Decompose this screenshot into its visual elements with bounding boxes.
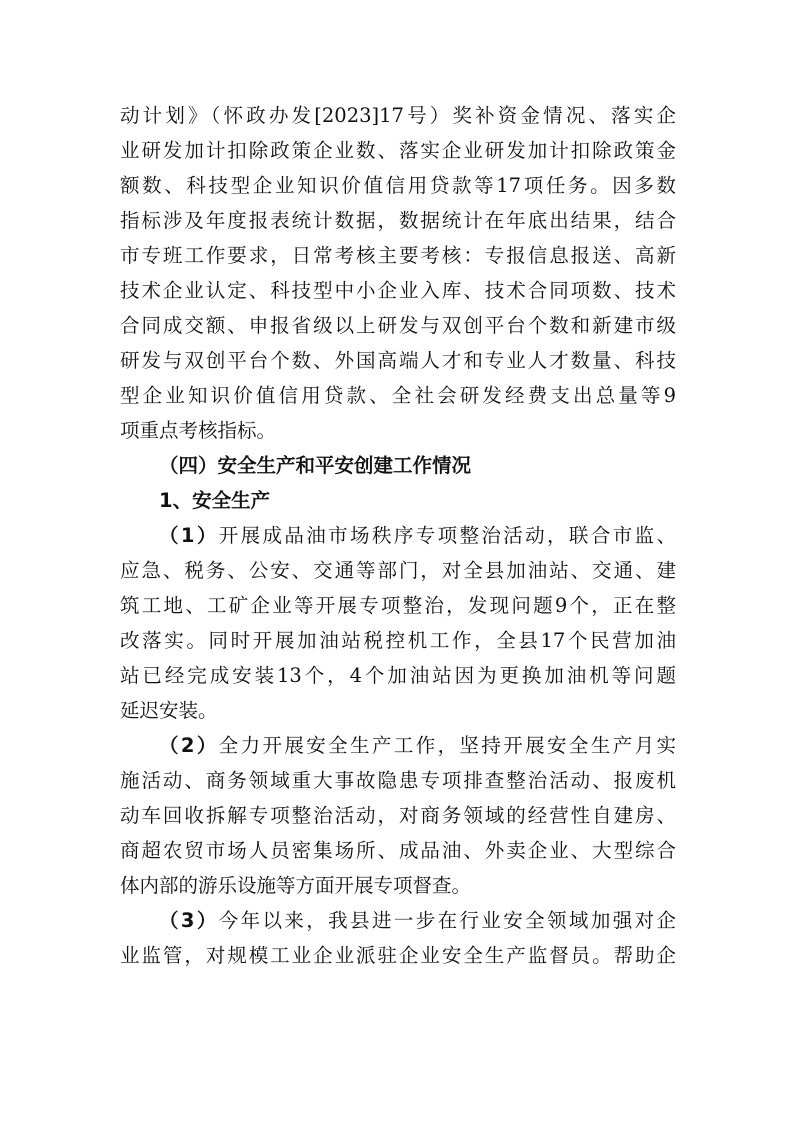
body-line: 动计划》（怀政办发[2023]17号）奖补资金情况、落实企 bbox=[120, 104, 676, 127]
body-line: 型企业知识价值信用贷款、全社会研发经费支出总量等9 bbox=[120, 384, 676, 407]
item-2-label: （2） bbox=[159, 734, 219, 757]
body-line: 市专班工作要求，日常考核主要考核：专报信息报送、高新 bbox=[120, 244, 676, 267]
body-line: 体内部的游乐设施等方面开展专项督查。 bbox=[120, 874, 472, 897]
body-line: 商超农贸市场人员密集场所、成品油、外卖企业、大型综合 bbox=[120, 839, 676, 862]
body-line: 业监管，对规模工业企业派驻企业安全生产监督员。帮助企 bbox=[120, 944, 676, 967]
item-3-first-line bbox=[120, 903, 676, 938]
body-line: 业研发加计扣除政策企业数、落实企业研发加计扣除政策金 bbox=[120, 139, 676, 162]
item-2-text: 全力开展安全生产工作，坚持开展安全生产月实 bbox=[218, 734, 676, 757]
body-line: 施活动、商务领域重大事故隐患专项排查整治活动、报废机 bbox=[120, 769, 676, 792]
body-line: 应急、税务、公安、交通等部门，对全县加油站、交通、建 bbox=[120, 559, 676, 582]
body-line: 指标涉及年度报表统计数据，数据统计在年底出结果，结合 bbox=[120, 209, 676, 232]
body-line: 额数、科技型企业知识价值信用贷款等17项任务。因多数 bbox=[120, 174, 676, 197]
body-line: 项重点考核指标。 bbox=[120, 419, 277, 442]
item-1-first-line bbox=[120, 518, 676, 553]
body-line: 延迟安装。 bbox=[120, 699, 218, 722]
subsection-heading: 1、安全生产 bbox=[159, 489, 271, 512]
body-line: 改落实。同时开展加油站税控机工作，全县17个民营加油 bbox=[120, 629, 676, 652]
document-body bbox=[120, 98, 676, 973]
item-1-text: 开展成品油市场秩序专项整治活动，联合市监、 bbox=[218, 524, 676, 547]
body-line: 合同成交额、申报省级以上研发与双创平台个数和新建市级 bbox=[120, 314, 676, 337]
item-1-label: （1） bbox=[159, 524, 219, 547]
body-line: 研发与双创平台个数、外国高端人才和专业人才数量、科技 bbox=[120, 349, 676, 372]
body-line: 动车回收拆解专项整治活动，对商务领域的经营性自建房、 bbox=[120, 804, 676, 827]
item-3-text: 今年以来，我县进一步在行业安全领域加强对企 bbox=[218, 909, 676, 932]
body-line: 技术企业认定、科技型中小企业入库、技术合同项数、技术 bbox=[120, 279, 676, 302]
item-2-first-line bbox=[120, 728, 676, 763]
item-3-label: （3） bbox=[159, 909, 219, 932]
body-line: 筑工地、工矿企业等开展专项整治，发现问题9个，正在整 bbox=[120, 594, 676, 617]
body-line: 站已经完成安装13个，4个加油站因为更换加油机等问题 bbox=[120, 664, 676, 687]
section-heading: （四）安全生产和平安创建工作情况 bbox=[159, 454, 472, 477]
